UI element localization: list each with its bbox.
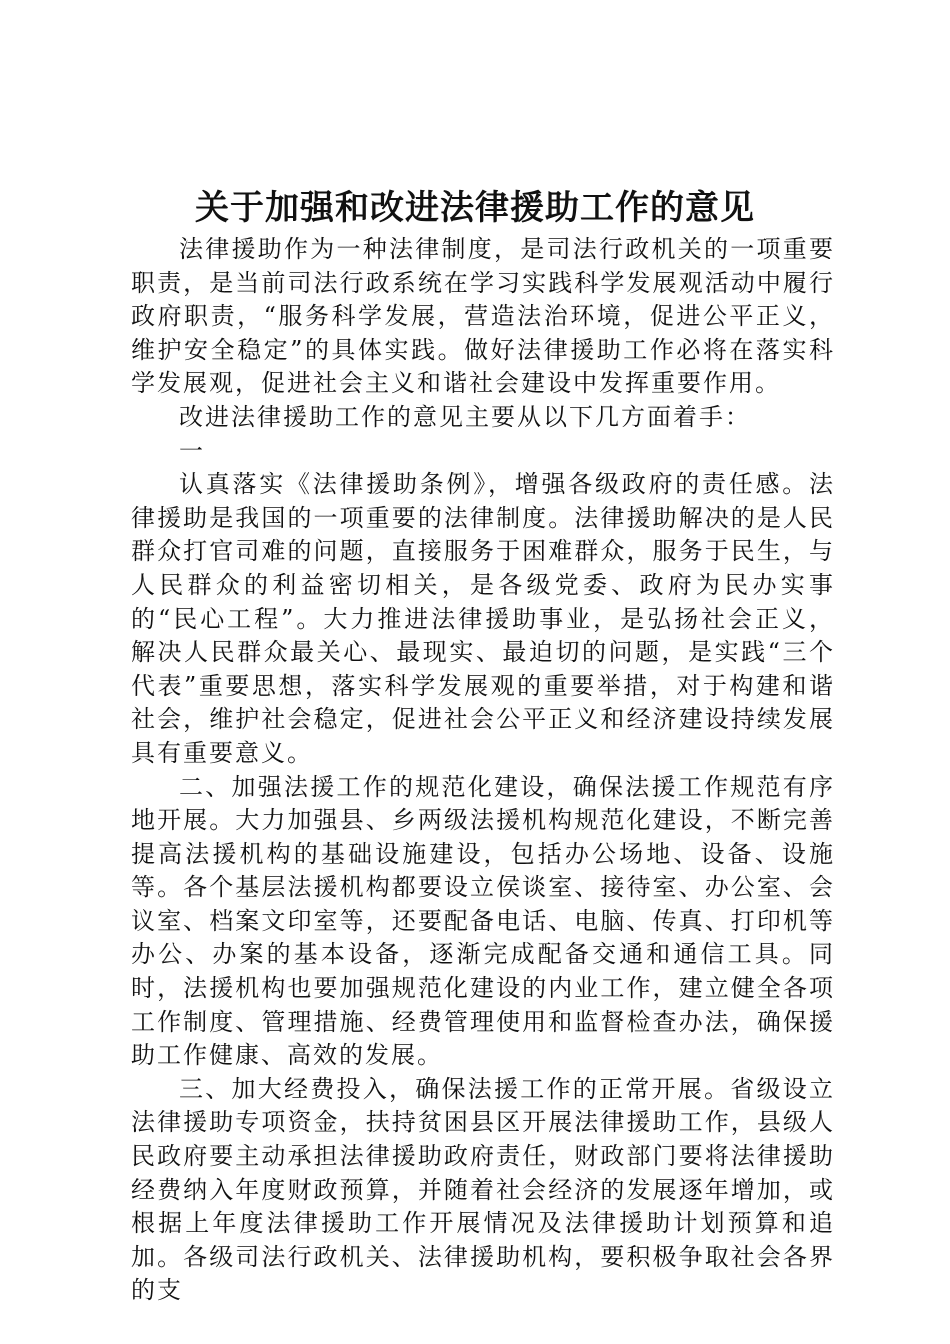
paragraph-overview: 改进法律援助工作的意见主要从以下几方面着手： [179,402,751,431]
section-number-one: 一 [179,436,205,465]
paragraph-section-one: 认真落实《法律援助条例》，增强各级政府的责任感。法律援助是我国的一项重要的法律制度。法律援助解决的是人民群众打官司难的问题，直接服务于困难群众，服务于民生，与人民群众的利益密切相关，是各级党委、政府为民办实事的“民心工程”。大力推进法律援助事业，是弘扬社会正义，解决人民群众最关心、最现实、最迫切的问题，是实践“三个代表”重要思想，落实科学发展观的重要举措，对于构建和谐社会，维护社会稳定，促进社会公平正义和经济建设持续发展具有重要意义。 [131,470,835,767]
paragraph-intro: 法律援助作为一种法律制度，是司法行政机关的一项重要职责，是当前司法行政系统在学习实践科学发展观活动中履行政府职责，“服务科学发展，营造法治环境，促进公平正义，维护安全稳定”的具体实践。做好法律援助工作必将在落实科学发展观，促进社会主义和谐社会建设中发挥重要作用。 [131,235,835,398]
document-body [131,233,835,1308]
document-title: 关于加强和改进法律援助工作的意见 [195,188,755,228]
paragraph-section-two: 二、加强法援工作的规范化建设，确保法援工作规范有序地开展。大力加强县、乡两级法援机构规范化建设，不断完善提高法援机构的基础设施建设，包括办公场地、设备、设施等。各个基层法援机构都要设立侯谈室、接待室、办公室、会议室、档案文印室等，还要配备电话、电脑、传真、打印机等办公、办案的基本设备，逐渐完成配备交通和通信工具。同时，法援机构也要加强规范化建设的内业工作，建立健全各项工作制度、管理措施、经费管理使用和监督检查办法，确保援助工作健康、高效的发展。 [131,772,835,1070]
paragraph-section-three: 三、加大经费投入，确保法援工作的正常开展。省级设立法律援助专项资金，扶持贫困县区开展法律援助工作，县级人民政府要主动承担法律援助政府责任，财政部门要将法律援助经费纳入年度财政预算，并随着社会经济的发展逐年增加，或根据上年度法律援助工作开展情况及法律援助计划预算和追加。各级司法行政机关、法律援助机构，要积极争取社会各界的支 [131,1074,835,1305]
